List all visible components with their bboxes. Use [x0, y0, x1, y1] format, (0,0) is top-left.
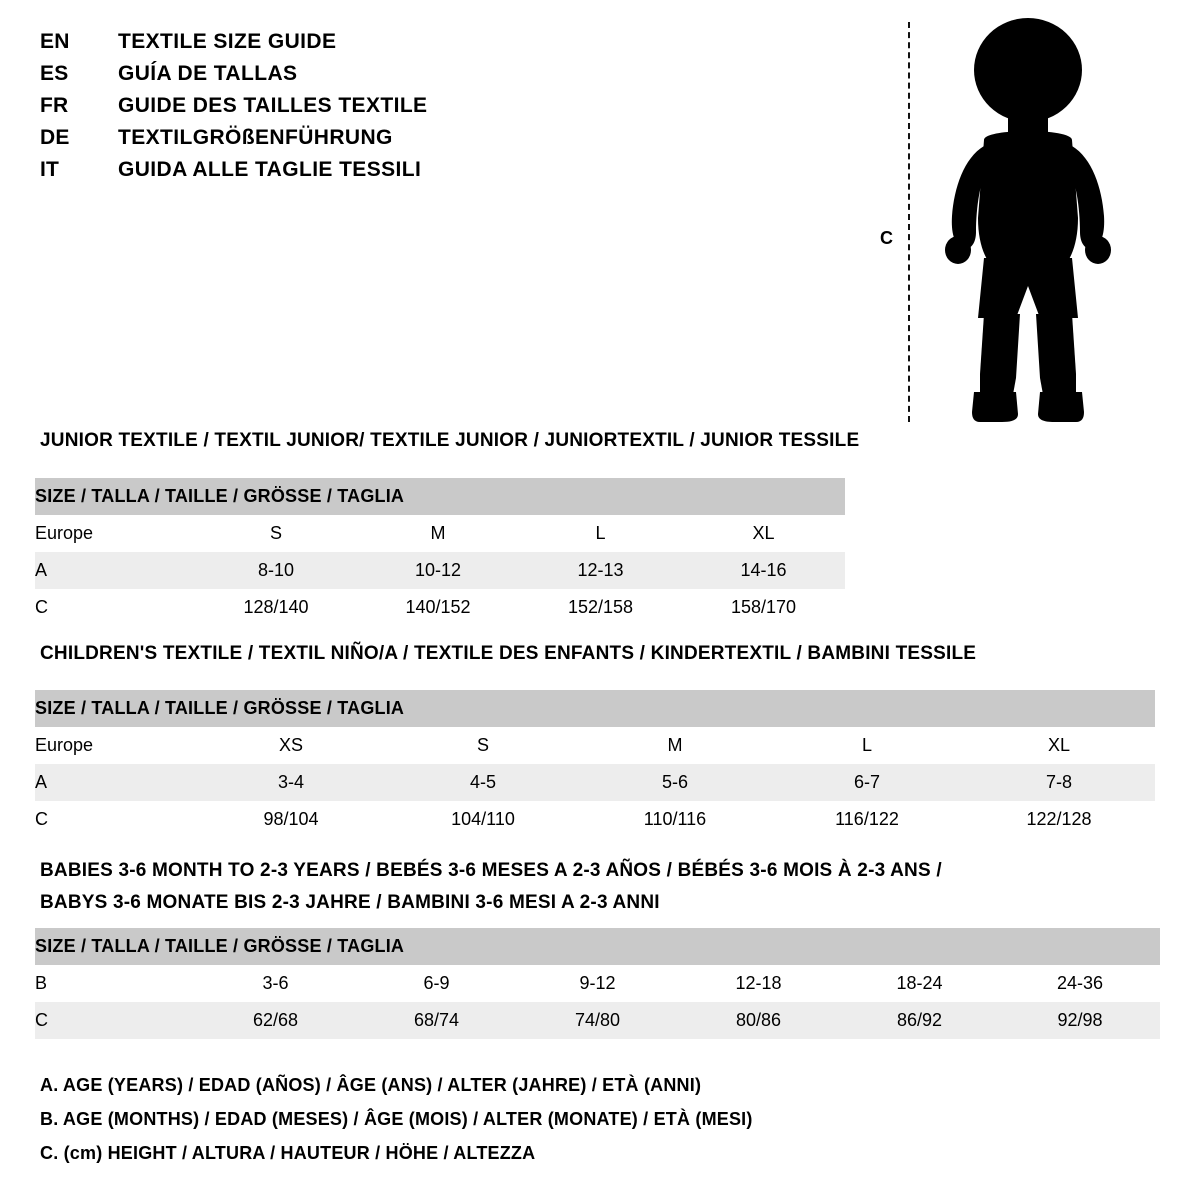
language-code-fr: FR	[40, 94, 69, 117]
section-title-babies-line2: BABYS 3-6 MONATE BIS 2-3 JAHRE / BAMBINI 3-6 MESI A 2-3 ANNI	[40, 892, 660, 913]
table-children-row0-val2: M	[579, 727, 771, 764]
language-row-es	[40, 62, 820, 94]
table-junior-row2-val3: 158/170	[682, 589, 845, 626]
language-code-it: IT	[40, 158, 60, 181]
table-row	[35, 1002, 1160, 1039]
section-title-junior	[40, 430, 859, 452]
table-row	[35, 552, 845, 589]
height-measure-figure	[880, 10, 1140, 425]
table-children-row1-val4: 7-8	[963, 764, 1155, 801]
table-babies-row1-label: C	[35, 1002, 195, 1039]
table-children-row1-val1: 4-5	[387, 764, 579, 801]
language-text-es: GUÍA DE TALLAS	[118, 62, 298, 85]
table-children-row0-val1: S	[387, 727, 579, 764]
language-text-fr: GUIDE DES TAILLES TEXTILE	[118, 94, 428, 117]
language-text-it: GUIDA ALLE TAGLIE TESSILI	[118, 158, 422, 181]
measure-label-c: C	[880, 228, 893, 248]
table-children-header-cell: SIZE / TALLA / TAILLE / GRÖSSE / TAGLIA	[35, 690, 1155, 727]
table-babies-row0-val4: 18-24	[839, 965, 1000, 1002]
child-silhouette-icon	[928, 18, 1128, 423]
table-children-row0-label: Europe	[35, 727, 195, 764]
table-babies-row0-label: B	[35, 965, 195, 1002]
table-junior	[35, 478, 845, 626]
table-junior-row1-label: A	[35, 552, 195, 589]
table-babies-row1-val2: 74/80	[517, 1002, 678, 1039]
table-row	[35, 727, 1155, 764]
table-children-row2-val2: 110/116	[579, 801, 771, 838]
table-babies-row0-val3: 12-18	[678, 965, 839, 1002]
table-junior-row0-val0: S	[195, 515, 357, 552]
table-babies-row1-val3: 80/86	[678, 1002, 839, 1039]
language-row-it	[40, 158, 820, 190]
table-children-row2-val1: 104/110	[387, 801, 579, 838]
table-junior-row2-val2: 152/158	[519, 589, 682, 626]
table-junior-row2-val1: 140/152	[357, 589, 519, 626]
language-title-block	[40, 30, 820, 190]
table-children-row0-val3: L	[771, 727, 963, 764]
language-code-es: ES	[40, 62, 69, 85]
table-junior-row0-val3: XL	[682, 515, 845, 552]
language-text-de: TEXTILGRÖßENFÜHRUNG	[118, 126, 393, 149]
section-title-children	[40, 643, 976, 665]
table-children-row0-val4: XL	[963, 727, 1155, 764]
table-children-row1-val2: 5-6	[579, 764, 771, 801]
table-children-row2-label: C	[35, 801, 195, 838]
table-junior-row0-val1: M	[357, 515, 519, 552]
table-junior-row1-val0: 8-10	[195, 552, 357, 589]
table-babies-row1-val1: 68/74	[356, 1002, 517, 1039]
table-children-row2-val3: 116/122	[771, 801, 963, 838]
table-junior-row2-val0: 128/140	[195, 589, 357, 626]
language-code-en: EN	[40, 30, 70, 53]
table-children-row2-val0: 98/104	[195, 801, 387, 838]
table-babies-row1-val5: 92/98	[1000, 1002, 1160, 1039]
table-children-header-row	[35, 690, 1155, 727]
table-junior-header-cell: SIZE / TALLA / TAILLE / GRÖSSE / TAGLIA	[35, 478, 845, 515]
table-row	[35, 764, 1155, 801]
language-text-en: TEXTILE SIZE GUIDE	[118, 30, 337, 53]
table-row	[35, 965, 1160, 1002]
footnote-a: A. AGE (YEARS) / EDAD (AÑOS) / ÂGE (ANS) / ALTER (JAHRE) / ETÀ (ANNI)	[40, 1075, 702, 1095]
table-children-row1-val3: 6-7	[771, 764, 963, 801]
table-children-row1-val0: 3-4	[195, 764, 387, 801]
table-junior-row1-val1: 10-12	[357, 552, 519, 589]
table-junior-row0-label: Europe	[35, 515, 195, 552]
footnote-c: C. (cm) HEIGHT / ALTURA / HAUTEUR / HÖHE / ALTEZZA	[40, 1143, 536, 1163]
section-title-babies	[40, 855, 942, 919]
measure-dashed-line	[908, 22, 910, 422]
language-row-fr	[40, 94, 820, 126]
table-junior-header-row	[35, 478, 845, 515]
table-babies-row0-val5: 24-36	[1000, 965, 1160, 1002]
table-junior-row2-label: C	[35, 589, 195, 626]
table-babies	[35, 928, 1160, 1039]
language-row-de	[40, 126, 820, 158]
table-babies-header-cell: SIZE / TALLA / TAILLE / GRÖSSE / TAGLIA	[35, 928, 1160, 965]
language-code-de: DE	[40, 126, 70, 149]
footnote-b: B. AGE (MONTHS) / EDAD (MESES) / ÂGE (MOIS) / ALTER (MONATE) / ETÀ (MESI)	[40, 1109, 753, 1129]
table-babies-row0-val1: 6-9	[356, 965, 517, 1002]
table-children-row1-label: A	[35, 764, 195, 801]
table-row	[35, 801, 1155, 838]
section-title-children-line1: CHILDREN'S TEXTILE / TEXTIL NIÑO/A / TEXTILE DES ENFANTS / KINDERTEXTIL / BAMBINI TESSILE	[40, 643, 977, 664]
section-title-babies-line1: BABIES 3-6 MONTH TO 2-3 YEARS / BEBÉS 3-6 MESES A 2-3 AÑOS / BÉBÉS 3-6 MOIS À 2-3 ANS /	[40, 860, 942, 881]
table-children-row0-val0: XS	[195, 727, 387, 764]
table-babies-row1-val4: 86/92	[839, 1002, 1000, 1039]
language-row-en	[40, 30, 820, 62]
table-junior-row0-val2: L	[519, 515, 682, 552]
footnotes-block	[40, 1068, 1040, 1170]
section-title-junior-line1: JUNIOR TEXTILE / TEXTIL JUNIOR/ TEXTILE JUNIOR / JUNIORTEXTIL / JUNIOR TESSILE	[40, 430, 860, 451]
table-row	[35, 515, 845, 552]
table-children-row2-val4: 122/128	[963, 801, 1155, 838]
table-junior-row1-val2: 12-13	[519, 552, 682, 589]
table-babies-header-row	[35, 928, 1160, 965]
table-children	[35, 690, 1155, 838]
table-row	[35, 589, 845, 626]
table-babies-row0-val2: 9-12	[517, 965, 678, 1002]
table-babies-row0-val0: 3-6	[195, 965, 356, 1002]
table-junior-row1-val3: 14-16	[682, 552, 845, 589]
table-babies-row1-val0: 62/68	[195, 1002, 356, 1039]
